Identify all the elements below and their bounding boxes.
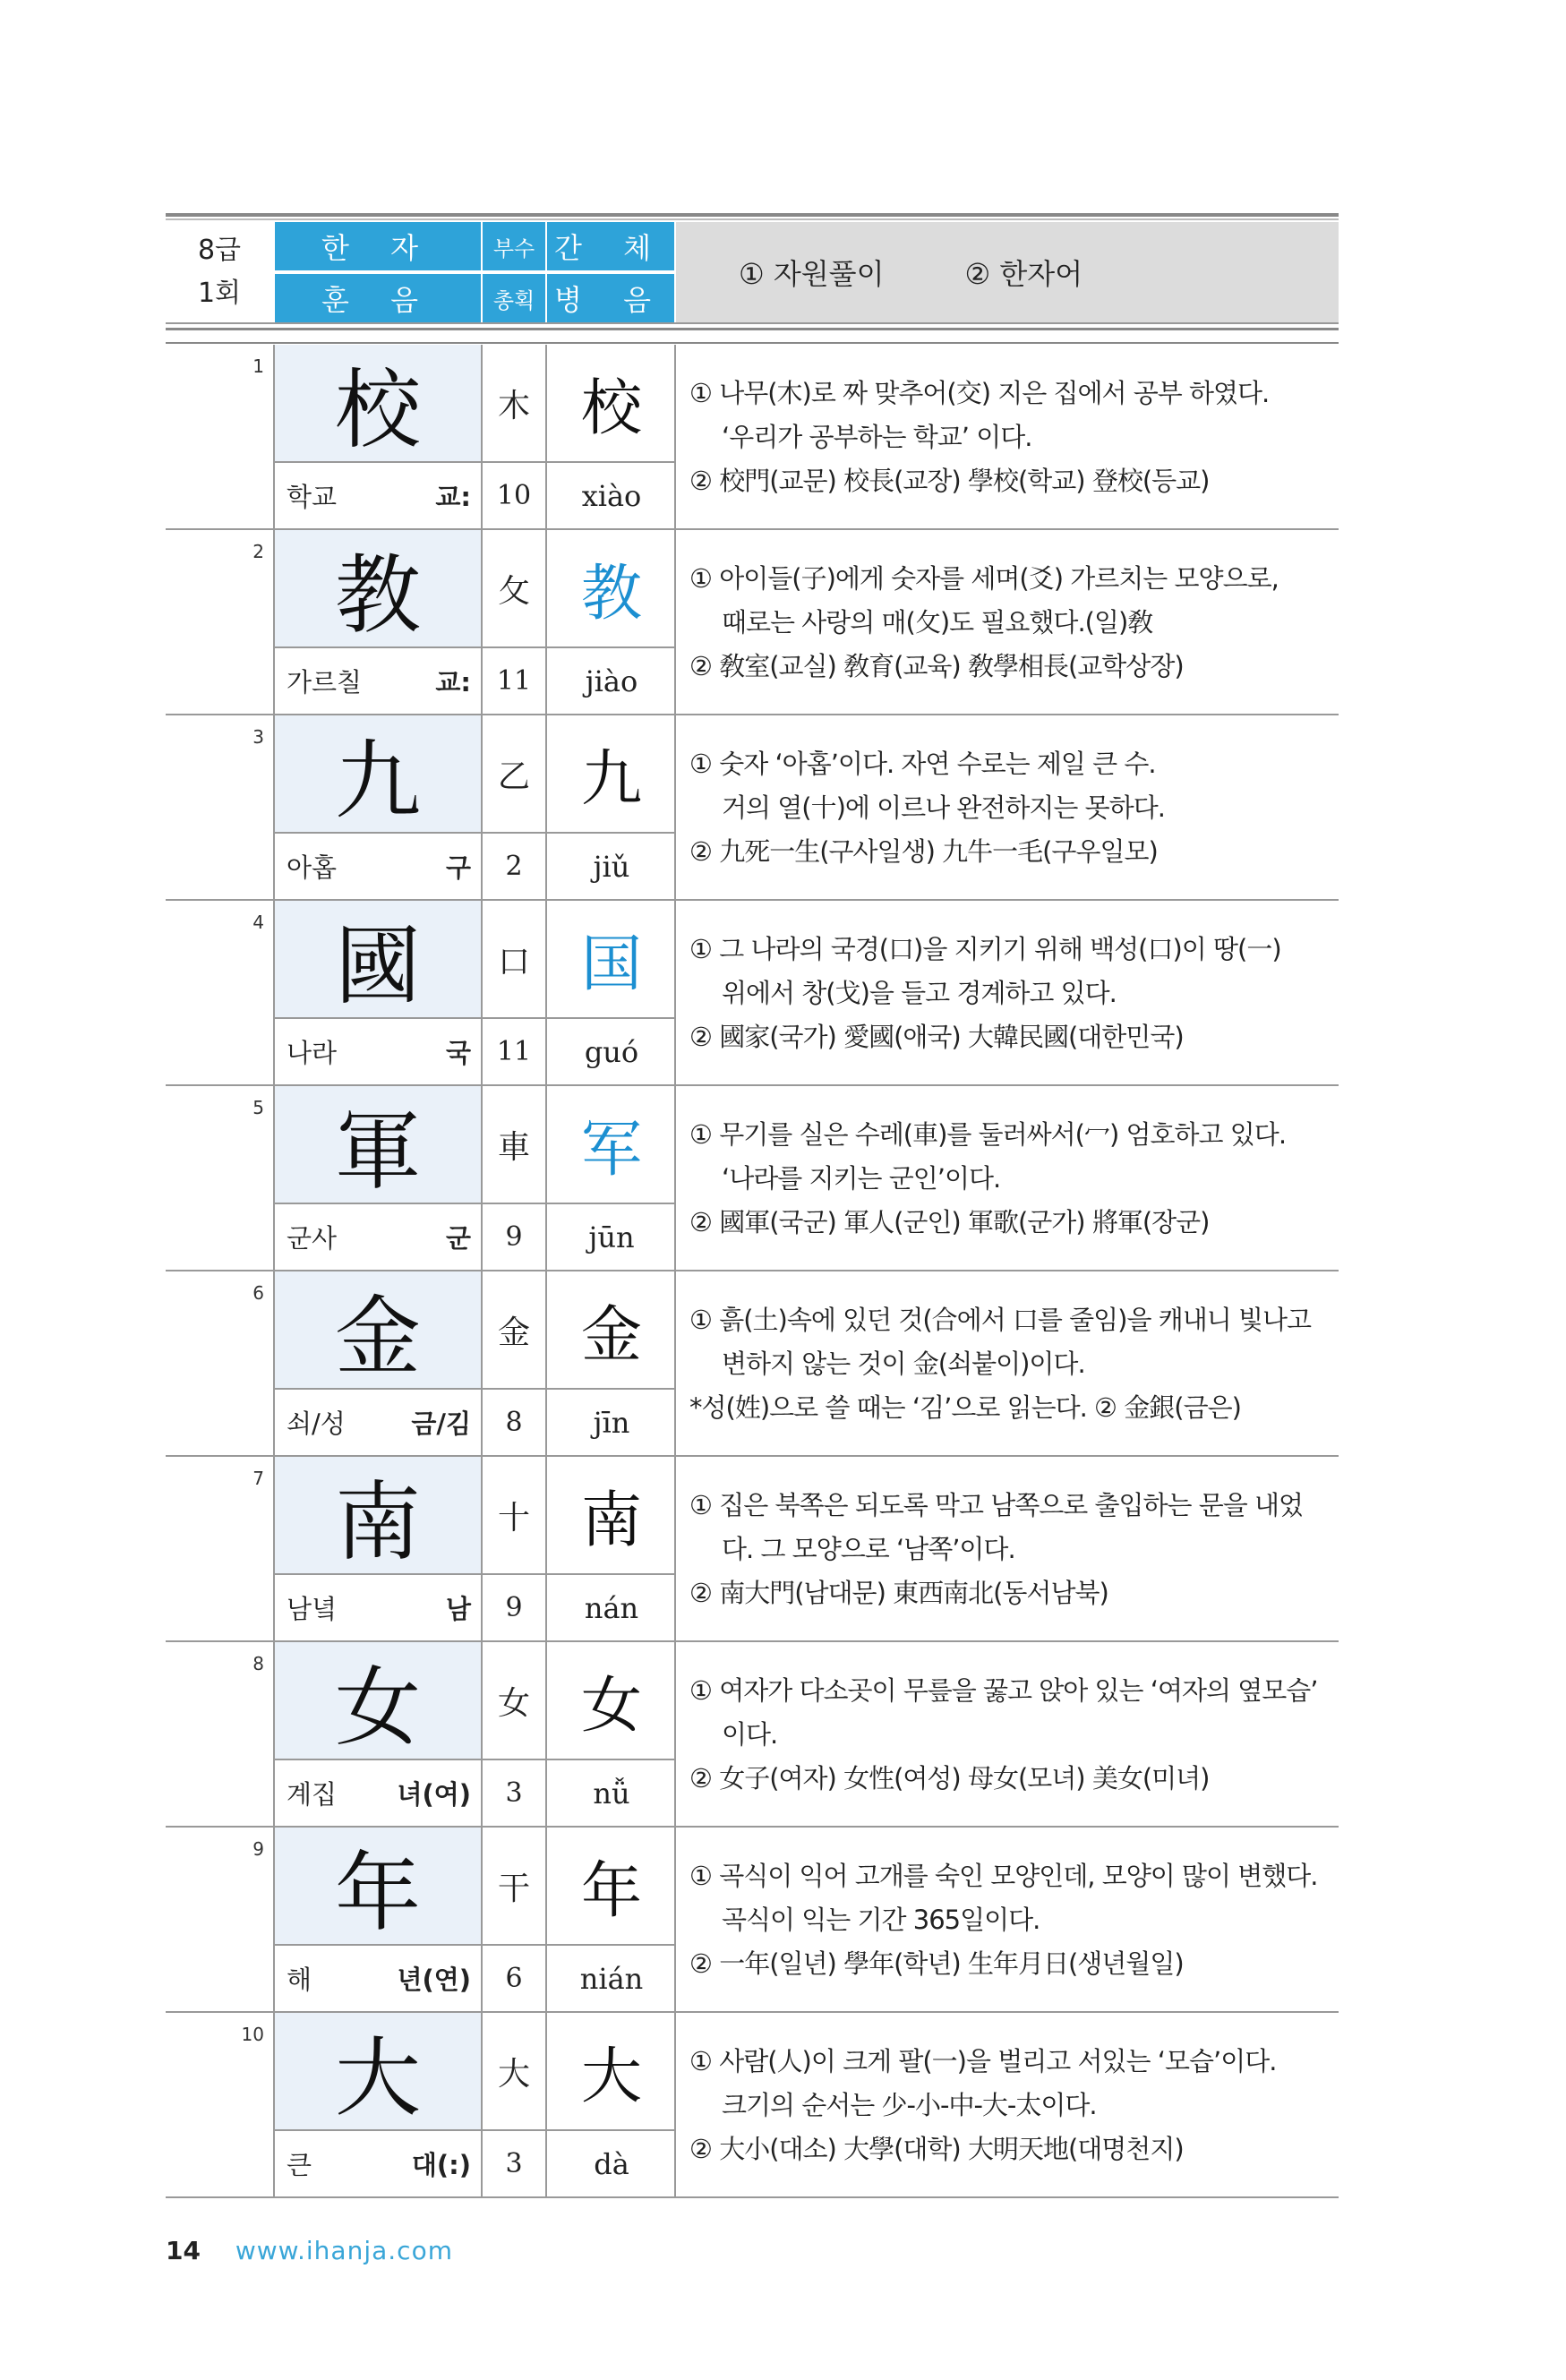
description-line: 때로는 사랑의 매(攵)도 필요했다.(일)敎 <box>722 607 1153 638</box>
description-line: 거의 열(十)에 이르나 완전하지는 못하다. <box>722 792 1165 823</box>
reading: 국 <box>445 1038 471 1068</box>
description <box>689 1854 1334 1986</box>
hun-eum-header: 훈 음 <box>275 274 481 322</box>
reading: 교: <box>435 667 471 698</box>
entry-row <box>166 715 1339 901</box>
radical: 金 <box>497 1314 530 1351</box>
reading: 금/김 <box>411 1408 471 1439</box>
meaning-reading <box>287 1760 475 1826</box>
entry-number: 4 <box>252 912 264 933</box>
radical: 干 <box>497 1870 530 1907</box>
simplified-character: 九 <box>580 743 642 815</box>
description <box>689 742 1334 874</box>
description-line: 곡식이 익는 기간 365일이다. <box>722 1905 1040 1935</box>
entry-number: 3 <box>252 726 264 748</box>
simplified-character: 校 <box>580 372 642 444</box>
pinyin: jīn <box>593 1405 630 1440</box>
pinyin: jiào <box>585 663 638 698</box>
description-line: ② 九死一生(구사일생) 九牛一毛(구우일모) <box>689 836 1158 867</box>
entry-number: 8 <box>252 1653 264 1674</box>
simplified-character: 年 <box>580 1855 642 1927</box>
hanja-header: 한 자 <box>275 222 481 270</box>
simplified-character: 教 <box>580 558 642 629</box>
description-line: ① 그 나라의 국경(口)을 지키기 위해 백성(口)이 땅(一) <box>689 934 1281 964</box>
description-line: ① 여자가 다소곳이 무릎을 꿇고 앉아 있는 ‘여자의 옆모습’ <box>689 1675 1318 1706</box>
radical: 女 <box>497 1684 530 1722</box>
hanja-character: 女 <box>275 1642 481 1759</box>
stroke-count: 11 <box>496 1036 532 1067</box>
description-line: ① 무기를 실은 수레(車)를 둘러싸서(冖) 엄호하고 있다. <box>689 1119 1287 1150</box>
website-link[interactable]: www.ihanja.com <box>235 2236 453 2265</box>
description <box>689 2040 1334 2171</box>
reading: 대(:) <box>411 2150 471 2180</box>
radical: 乙 <box>497 758 530 795</box>
top-rule <box>166 213 1339 217</box>
footer <box>166 2236 453 2265</box>
stroke-count: 8 <box>505 1407 523 1438</box>
pinyin: nán <box>584 1590 639 1625</box>
simplified-character: 国 <box>580 929 642 1000</box>
radical: 木 <box>497 387 530 424</box>
hanja-character: 九 <box>275 715 481 832</box>
description-line: 변하지 않는 것이 金(쇠붙이)이다. <box>722 1348 1085 1379</box>
meaning: 남녘 <box>287 1594 338 1624</box>
simplified-header: 간 체 <box>547 222 674 270</box>
stroke-count: 9 <box>505 1592 523 1623</box>
hanja-character: 校 <box>275 345 481 461</box>
stroke-count: 2 <box>505 851 523 882</box>
entry-row <box>166 345 1339 530</box>
description <box>689 928 1334 1059</box>
stroke-count: 6 <box>505 1963 523 1994</box>
stroke-count: 3 <box>505 2148 523 2179</box>
table-header <box>166 222 1339 322</box>
description-line: ① 나무(木)로 짜 맞추어(交) 지은 집에서 공부 하였다. <box>689 378 1270 408</box>
entry-number: 6 <box>252 1282 264 1304</box>
simplified-character: 南 <box>580 1485 642 1556</box>
pinyin: jiǔ <box>593 849 630 884</box>
entry-row <box>166 1642 1339 1828</box>
meaning-reading <box>287 2131 475 2196</box>
hanja-character: 大 <box>275 2013 481 2129</box>
description-line: 위에서 창(戈)을 들고 경계하고 있다. <box>722 978 1117 1008</box>
hanja-character: 年 <box>275 1828 481 1944</box>
meaning: 큰 <box>287 2150 312 2180</box>
pinyin: nián <box>579 1961 644 1996</box>
entry-number: 2 <box>252 541 264 562</box>
entry-row <box>166 1828 1339 2013</box>
meaning-reading <box>287 1946 475 2011</box>
meaning: 군사 <box>287 1223 338 1254</box>
entry-number: 10 <box>241 2024 264 2045</box>
description <box>689 1669 1334 1801</box>
simplified-character: 女 <box>580 1670 642 1742</box>
entry-number: 7 <box>252 1468 264 1489</box>
meaning-reading <box>287 463 475 528</box>
simplified-character: 大 <box>580 2041 642 2112</box>
stroke-count: 11 <box>496 665 532 697</box>
description-line: ② 國家(국가) 愛國(애국) 大韓民國(대한민국) <box>689 1022 1184 1052</box>
entry-number: 1 <box>252 355 264 377</box>
entry-row <box>166 901 1339 1086</box>
hanja-character: 南 <box>275 1457 481 1573</box>
meaning: 계집 <box>287 1779 338 1810</box>
pinyin: nǚ <box>593 1776 630 1811</box>
description-line: ① 숫자 ‘아홉’이다. 자연 수로는 제일 큰 수. <box>689 749 1156 779</box>
reading: 구 <box>445 852 471 883</box>
radical: 口 <box>497 943 530 980</box>
description-line: ② 校門(교문) 校長(교장) 學校(학교) 登校(등교) <box>689 466 1210 496</box>
etymology-label: ① 자원풀이 <box>739 257 885 291</box>
description-line: ① 집은 북쪽은 되도록 막고 남쪽으로 출입하는 문을 내었 <box>689 1490 1304 1520</box>
bushou-header: 부수 <box>483 222 545 270</box>
description-line: ① 사람(人)이 크게 팔(一)을 벌리고 서있는 ‘모습’이다. <box>689 2046 1277 2076</box>
description <box>689 1298 1334 1430</box>
simplified-character: 金 <box>580 1299 642 1371</box>
description-line: ② 敎室(교실) 敎育(교육) 敎學相長(교학상장) <box>689 651 1184 681</box>
description-line: ① 흙(土)속에 있던 것(合에서 口를 줄임)을 캐내니 빛나고 <box>689 1305 1312 1335</box>
entry-row <box>166 1271 1339 1457</box>
level-cell <box>166 222 273 322</box>
description <box>689 1484 1334 1615</box>
meaning: 해 <box>287 1965 312 1995</box>
stroke-count: 3 <box>505 1777 523 1809</box>
description-line: ② 國軍(국군) 軍人(군인) 軍歌(군가) 將軍(장군) <box>689 1207 1210 1237</box>
meaning: 쇠/성 <box>287 1408 346 1439</box>
meaning: 가르칠 <box>287 667 363 698</box>
meaning-reading <box>287 1019 475 1084</box>
strokes-header: 총획 <box>483 274 545 322</box>
description-line: *성(姓)으로 쓸 때는 ‘김’으로 읽는다. ② 金銀(금은) <box>689 1392 1241 1423</box>
description-line: 다. 그 모양으로 ‘남쪽’이다. <box>722 1534 1015 1564</box>
meaning: 나라 <box>287 1038 338 1068</box>
pinyin-header: 병 음 <box>547 274 674 322</box>
meaning-reading <box>287 1204 475 1270</box>
radical: 車 <box>497 1128 530 1166</box>
description-line: 이다. <box>722 1719 778 1750</box>
description <box>689 1113 1334 1245</box>
vocabulary-label: ② 한자어 <box>964 257 1083 291</box>
top-rule-thin <box>166 218 1339 220</box>
description-line: ‘나라를 지키는 군인’이다. <box>722 1163 1001 1194</box>
entry-row <box>166 530 1339 715</box>
description-line: ① 아이들(子)에게 숫자를 세며(爻) 가르치는 모양으로, <box>689 563 1279 594</box>
meaning-reading <box>287 834 475 899</box>
level-label: 8급 <box>197 235 242 266</box>
reading: 군 <box>445 1223 471 1254</box>
entry-row <box>166 1086 1339 1271</box>
page-number: 14 <box>166 2236 201 2265</box>
stroke-count: 9 <box>505 1221 523 1253</box>
description-line: ② 女子(여자) 女性(여성) 母女(모녀) 美女(미녀) <box>689 1763 1210 1794</box>
meaning: 아홉 <box>287 852 338 883</box>
stroke-count: 10 <box>496 480 532 511</box>
hanja-character: 教 <box>275 530 481 646</box>
description-line: ① 곡식이 익어 고개를 숙인 모양인데, 모양이 많이 변했다. <box>689 1861 1318 1891</box>
description-line: ‘우리가 공부하는 학교’ 이다. <box>722 422 1032 452</box>
description <box>689 372 1334 503</box>
entry-row <box>166 2013 1339 2198</box>
description <box>689 557 1334 689</box>
hanja-character: 金 <box>275 1271 481 1388</box>
simplified-character: 军 <box>580 1114 642 1186</box>
hanja-character: 軍 <box>275 1086 481 1203</box>
header-rule-2 <box>166 328 1339 330</box>
pinyin: jūn <box>588 1220 635 1254</box>
hanja-character: 國 <box>275 901 481 1017</box>
pinyin: dà <box>594 2146 629 2181</box>
radical: 攵 <box>497 572 530 610</box>
pinyin: guó <box>584 1034 639 1069</box>
description-header <box>676 222 1339 322</box>
meaning-reading <box>287 1575 475 1640</box>
reading: 교: <box>435 482 471 512</box>
entry-number: 5 <box>252 1097 264 1118</box>
reading: 녀(여) <box>397 1779 471 1810</box>
meaning-reading <box>287 648 475 714</box>
reading: 년(연) <box>397 1965 471 1995</box>
radical: 大 <box>497 2055 530 2093</box>
meaning-reading <box>287 1390 475 1455</box>
pinyin: xiào <box>581 478 642 513</box>
entry-row <box>166 1457 1339 1642</box>
description-line: 크기의 순서는 少-小-中-大-太이다. <box>722 2090 1097 2120</box>
meaning: 학교 <box>287 482 338 512</box>
session-label: 1회 <box>197 278 242 309</box>
reading: 남 <box>445 1594 471 1624</box>
entry-number: 9 <box>252 1838 264 1860</box>
description-line: ② 一年(일년) 學年(학년) 生年月日(생년월일) <box>689 1948 1184 1979</box>
description-line: ② 大小(대소) 大學(대학) 大明天地(대명천지) <box>689 2134 1184 2164</box>
header-rule <box>166 322 1339 324</box>
description-line: ② 南大門(남대문) 東西南北(동서남북) <box>689 1578 1108 1608</box>
entry-list <box>166 345 1339 2198</box>
radical: 十 <box>497 1499 530 1537</box>
